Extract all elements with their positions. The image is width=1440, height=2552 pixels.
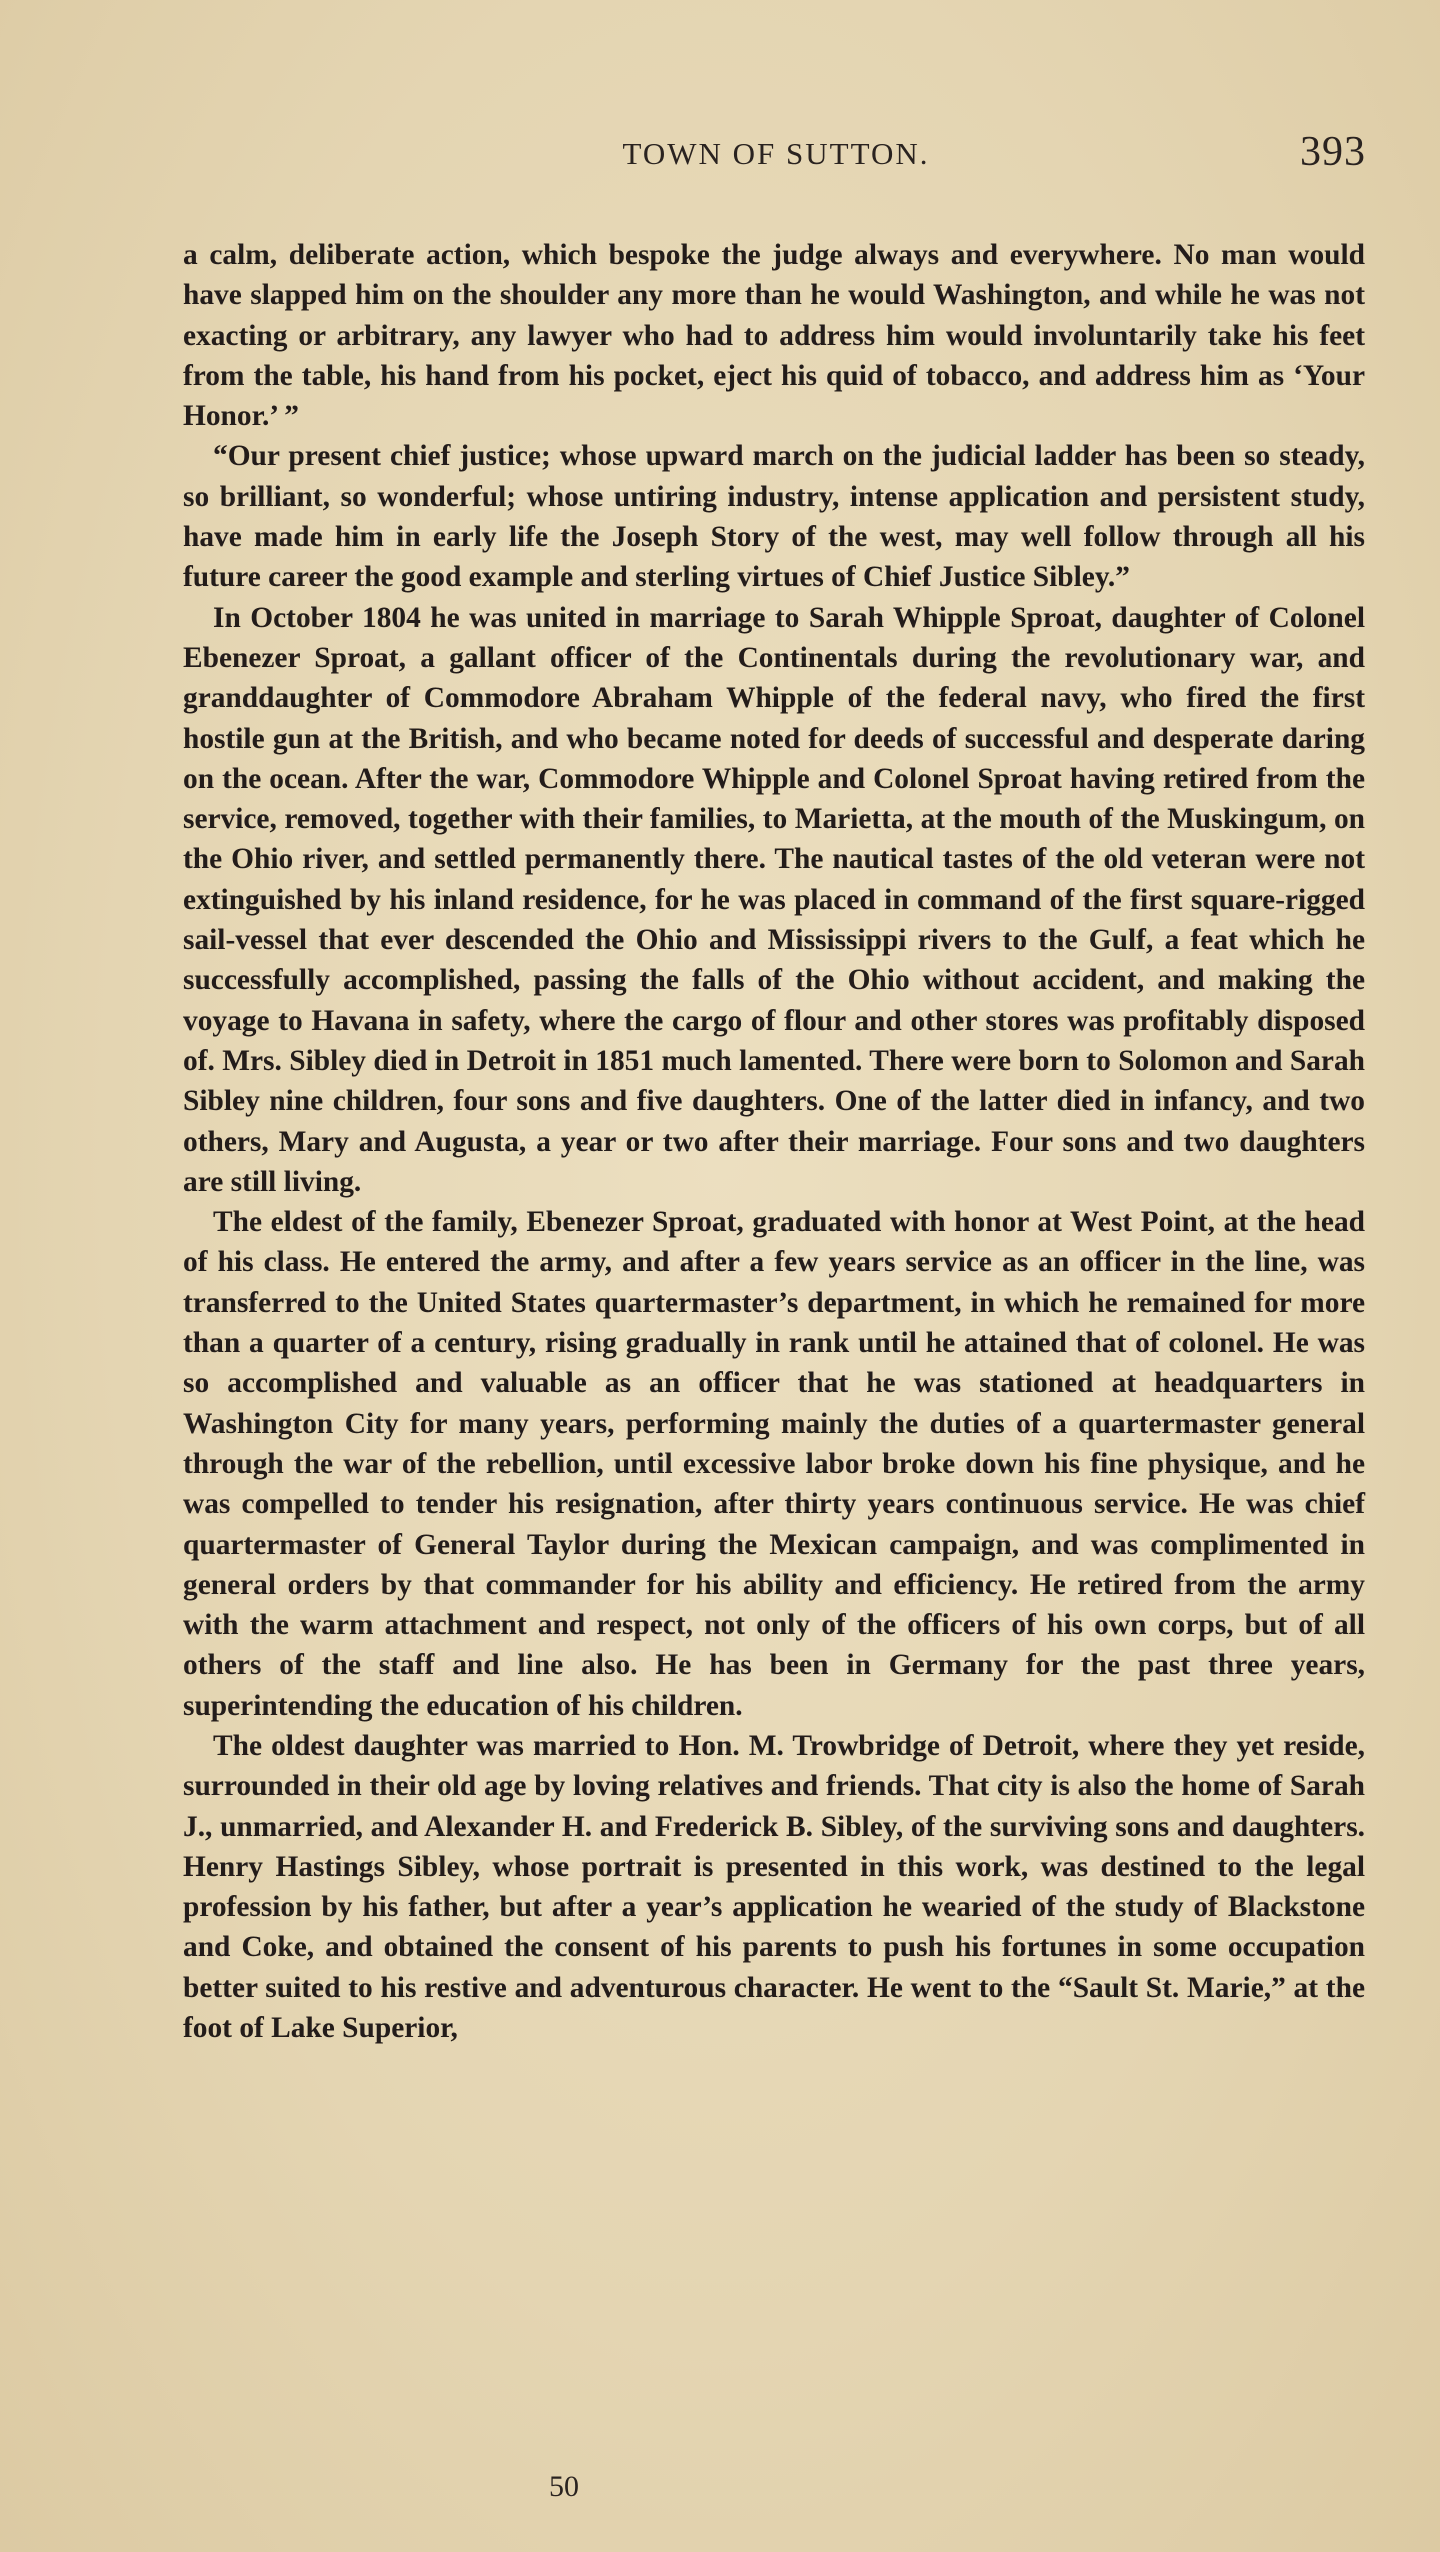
- page-number: 393: [1300, 129, 1366, 175]
- paragraph-2: “Our present chief justice; whose upward march on the judicial ladder has been so steady, so brilliant, so wonderful; whose untiring industry, intense application and persistent study, have made him in early life the Joseph Story of the west, may well follow through all his future career the good example and sterling virtues of Chief Justice Sibley.”: [183, 440, 1365, 594]
- page-header: [186, 128, 1366, 188]
- body-text: [183, 235, 1365, 2048]
- paragraph-1: a calm, deliberate action, which bespoke the judge always and everywhere. No man would have slapped him on the shoulder any more than he would Washington, and while he was not exacting or arbitrary, any lawyer who had to address him would involuntarily take his feet from the table, his hand from his pocket, eject his quid of tobacco, and address him as ‘Your Honor.’ ”: [183, 239, 1365, 433]
- paragraph-3: In October 1804 he was united in marriage to Sarah Whipple Sproat, daughter of Colonel Ebenezer Sproat, a gallant officer of the Continentals during the revolutionary war, and granddaughter of Commodore Abraham Whipple of the federal navy, who fired the first hostile gun at the British, and who became noted for deeds of successful and desperate daring on the ocean. After the war, Commodore Whipple and Colonel Sproat having retired from the service, removed, together with their families, to Marietta, at the mouth of the Muskingum, on the Ohio river, and settled permanently there. The nautical tastes of the old veteran were not extinguished by his inland residence, for he was placed in command of the first square-rigged sail-vessel that ever descended the Ohio and Mississippi rivers to the Gulf, a feat which he successfully accomplished, passing the falls of the Ohio without accident, and making the voyage to Havana in safety, where the cargo of flour and other stores was profitably disposed of. Mrs. Sibley died in Detroit in 1851 much lamented. There were born to Solomon and Sarah Sibley nine children, four sons and five daughters. One of the latter died in infancy, and two others, Mary and Augusta, a year or two after their marriage. Four sons and two daughters are still living.: [183, 601, 1365, 1198]
- paragraph-4: The eldest of the family, Ebenezer Sproat, graduated with honor at West Point, at the head of his class. He entered the army, and after a few years service as an officer in the line, was transferred to the United States quartermaster’s department, in which he remained for more than a quarter of a century, rising gradually in rank until he attained that of colonel. He was so accomplished and valuable as an officer that he was stationed at headquarters in Washington City for many years, performing mainly the duties of a quartermaster general through the war of the rebellion, until excessive labor broke down his fine physique, and he was compelled to tender his resignation, after thirty years continuous service. He was chief quartermaster of General Taylor during the Mexican campaign, and was complimented in general orders by that commander for his ability and efficiency. He retired from the army with the warm attachment and respect, not only of the officers of his own corps, but of all others of the staff and line also. He has been in Germany for the past three years, superintending the education of his children.: [183, 1206, 1365, 1722]
- paragraph-5: The oldest daughter was married to Hon. M. Trowbridge of Detroit, where they yet reside, surrounded in their old age by loving relatives and friends. That city is also the home of Sarah J., unmarried, and Alexander H. and Frederick B. Sibley, of the surviving sons and daughters. Henry Hastings Sibley, whose portrait is presented in this work, was destined to the legal profession by his father, but after a year’s application he wearied of the study of Blackstone and Coke, and obtained the consent of his parents to push his fortunes in some occupation better suited to his restive and adventurous character. He went to the “Sault St. Marie,” at the foot of Lake Superior,: [183, 1729, 1365, 2045]
- signature-mark: 50: [549, 2470, 579, 2503]
- running-head: TOWN OF SUTTON.: [622, 136, 930, 171]
